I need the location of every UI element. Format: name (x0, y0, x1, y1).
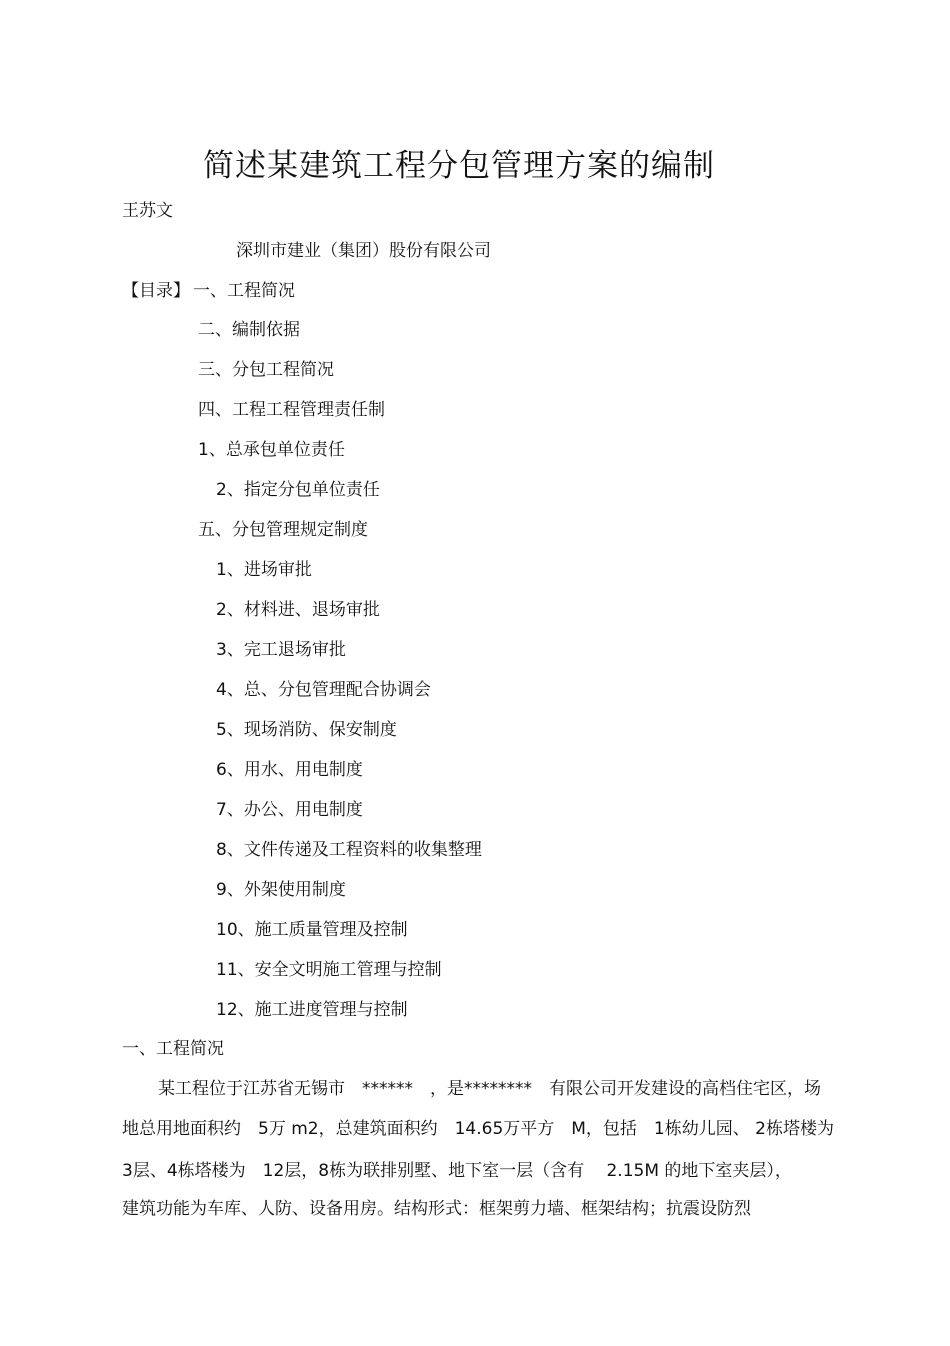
toc-item: 一、工程简况 (193, 281, 295, 301)
toc-item: 四、工程工程管理责任制 (198, 400, 385, 420)
paragraph-line: 地总用地面积约 5万 m2，总建筑面积约 14.65万平方 M，包括 1栋幼儿园、 2栋塔楼为 (122, 1119, 834, 1139)
toc-item: 2、指定分包单位责任 (216, 480, 380, 500)
toc-item: 11、安全文明施工管理与控制 (216, 960, 442, 980)
paragraph-line: 建筑功能为车库、人防、设备用房。结构形式：框架剪力墙、框架结构；抗震设防烈 (122, 1199, 751, 1219)
toc-item: 5、现场消防、保安制度 (216, 720, 397, 740)
section-heading: 一、工程简况 (122, 1039, 224, 1059)
toc-item: 五、分包管理规定制度 (198, 520, 368, 540)
paragraph-line: 3层、4栋塔楼为 12层，8栋为联排别墅、地下室一层（含有 2.15M 的地下室夹层）， (122, 1161, 792, 1181)
toc-item: 7、办公、用电制度 (216, 800, 363, 820)
toc-item: 1、总承包单位责任 (198, 440, 345, 460)
document-title: 简述某建筑工程分包管理方案的编制 (203, 148, 715, 184)
toc-item: 3、完工退场审批 (216, 640, 346, 660)
toc-item: 2、材料进、退场审批 (216, 600, 380, 620)
author-affiliation: 深圳市建业（集团）股份有限公司 (236, 241, 491, 261)
toc-item: 4、总、分包管理配合协调会 (216, 680, 431, 700)
toc-item: 二、编制依据 (198, 320, 300, 340)
toc-item: 10、施工质量管理及控制 (216, 920, 408, 940)
toc-item: 8、文件传递及工程资料的收集整理 (216, 840, 482, 860)
toc-item: 1、进场审批 (216, 560, 312, 580)
toc-item: 三、分包工程简况 (198, 360, 334, 380)
toc-item: 12、施工进度管理与控制 (216, 1000, 408, 1020)
toc-label: 【目录】 (122, 281, 190, 301)
paragraph-line: 某工程位于江苏省无锡市 ****** ，是******** 有限公司开发建设的高档住宅区，场 (158, 1079, 821, 1099)
toc-item: 6、用水、用电制度 (216, 760, 363, 780)
toc-item: 9、外架使用制度 (216, 880, 346, 900)
author-name: 王苏文 (122, 201, 173, 221)
